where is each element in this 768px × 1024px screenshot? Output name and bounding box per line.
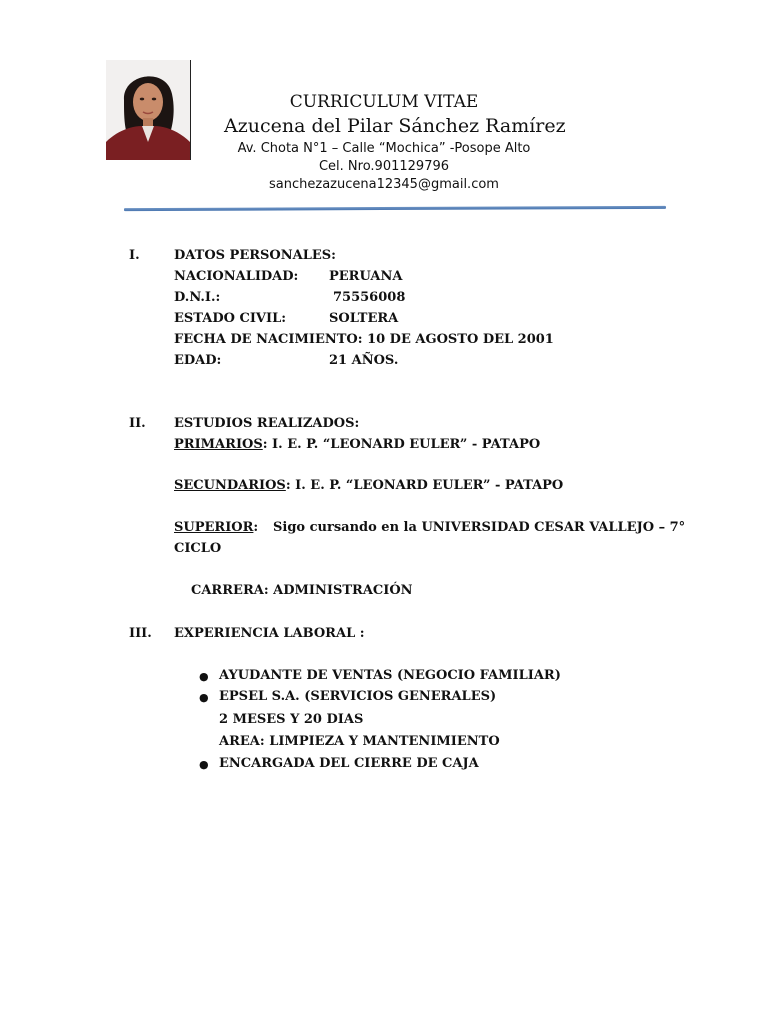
dni-value: 75556008 [333, 290, 406, 305]
carrera-line: CARRERA: ADMINISTRACIÓN [191, 583, 413, 598]
estado-civil-value: SOLTERA [329, 311, 399, 326]
phone-line: Cel. Nro.901129796 [318, 159, 450, 174]
email-line: sanchezazucena12345@gmail.com [269, 177, 499, 192]
experience-item-2: EPSEL S.A. (SERVICIOS GENERALES) [219, 689, 497, 704]
candidate-name: Azucena del Pilar Sánchez Ramírez [224, 115, 566, 137]
experience-item-1: AYUDANTE DE VENTAS (NEGOCIO FAMILIAR) [219, 668, 561, 683]
nacionalidad-value: PERUANA [329, 269, 403, 284]
estado-civil-label: ESTADO CIVIL: [174, 311, 287, 326]
bullet-marker: ● [199, 758, 209, 771]
photo-border-line [190, 60, 191, 160]
section-number-studies: II. [129, 416, 146, 431]
edad-value: 21 AÑOS. [329, 353, 399, 368]
experience-item-3: ENCARGADA DEL CIERRE DE CAJA [219, 756, 479, 771]
superior-value: Sigo cursando en la UNIVERSIDAD CESAR VALLEJO – 7° [273, 520, 686, 535]
section-number-personal: I. [129, 248, 140, 263]
primarios-line [174, 437, 540, 452]
address-line: Av. Chota N°1 – Calle “Mochica” -Posope Alto [237, 141, 531, 156]
section-number-experience: III. [129, 626, 152, 641]
primarios-label: PRIMARIOS [174, 437, 263, 452]
bullet-marker: ● [199, 670, 209, 683]
superior-colon: : [253, 520, 259, 535]
section-title-experience: EXPERIENCIA LABORAL : [174, 626, 365, 641]
secundarios-value: : I. E. P. “LEONARD EULER” - PATAPO [285, 478, 564, 493]
profile-photo-illustration [106, 60, 190, 160]
document-title: CURRICULUM VITAE [289, 92, 479, 112]
superior-label: SUPERIOR [174, 520, 254, 535]
nacionalidad-label: NACIONALIDAD: [174, 269, 299, 284]
experience-item-2-area: AREA: LIMPIEZA Y MANTENIMIENTO [219, 734, 500, 749]
section-title-personal: DATOS PERSONALES: [174, 248, 336, 263]
secundarios-label: SECUNDARIOS [174, 478, 286, 493]
dni-label: D.N.I.: [174, 290, 221, 305]
fecha-nacimiento: FECHA DE NACIMIENTO: 10 DE AGOSTO DEL 2001 [174, 332, 554, 347]
superior-value-cont: CICLO [174, 541, 222, 556]
superior-line [174, 520, 258, 535]
bullet-marker: ● [199, 691, 209, 704]
profile-photo [106, 60, 190, 160]
section-title-studies: ESTUDIOS REALIZADOS: [174, 416, 360, 431]
primarios-value: : I. E. P. “LEONARD EULER” - PATAPO [262, 437, 541, 452]
edad-label: EDAD: [174, 353, 222, 368]
header-divider [124, 206, 666, 211]
experience-item-2-duration: 2 MESES Y 20 DIAS [219, 712, 364, 727]
secundarios-line [174, 478, 563, 493]
